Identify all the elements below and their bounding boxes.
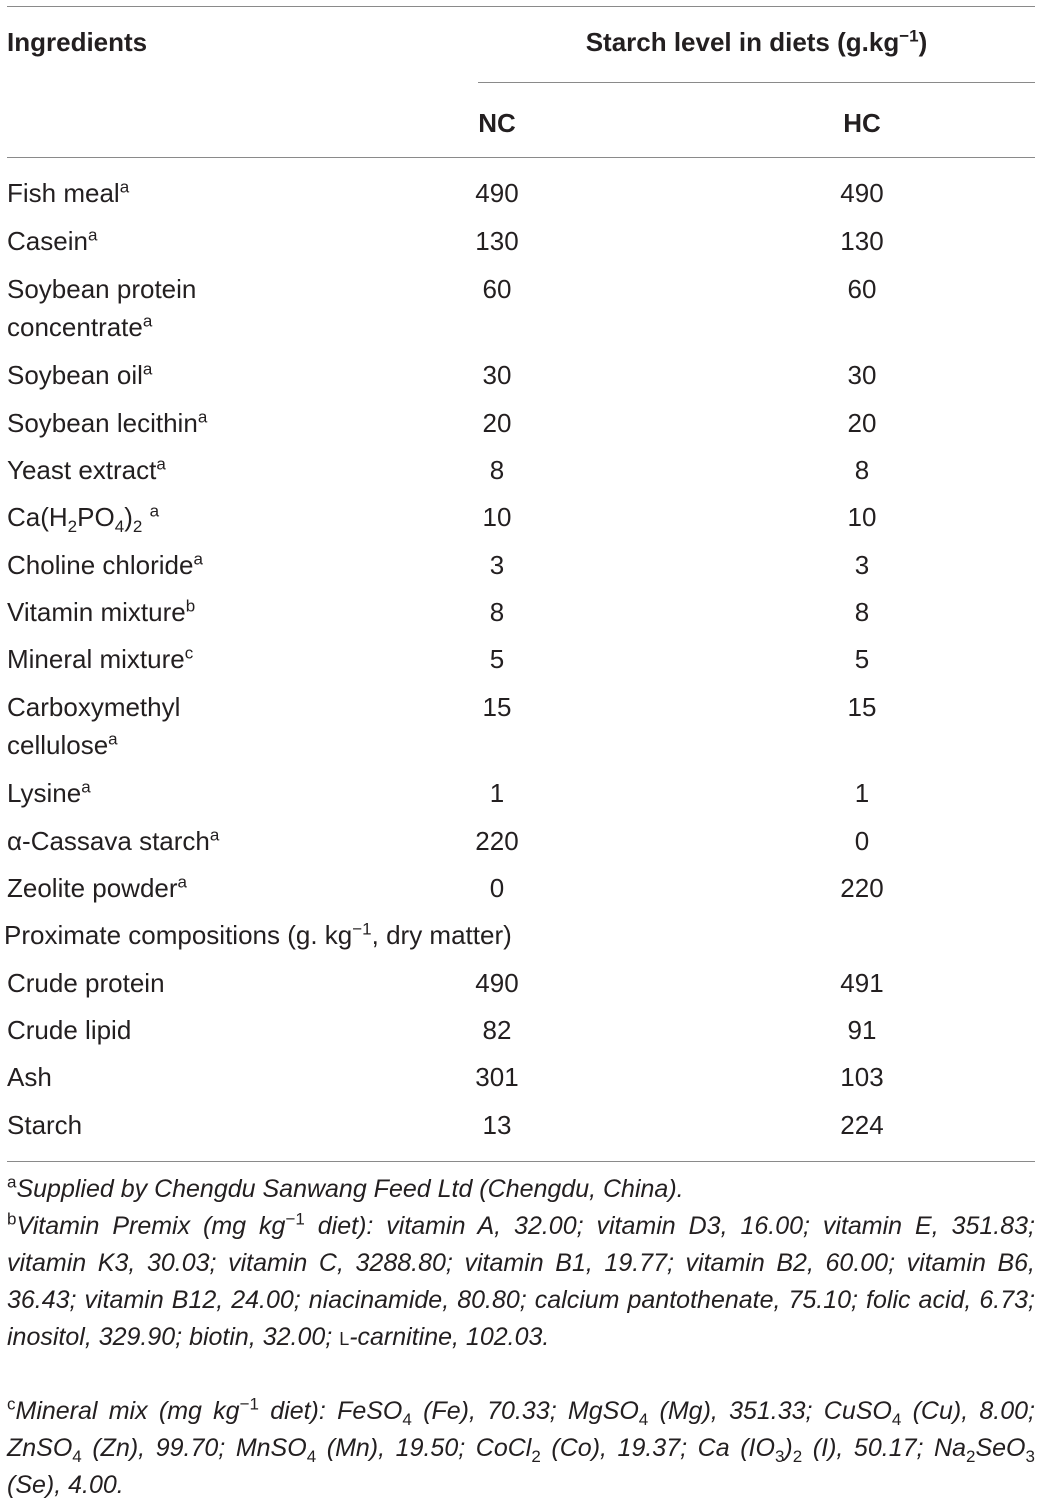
ingredients-header: Ingredients [7,27,148,57]
row-name: Vitamin mixture$^b$ [7,596,196,627]
hc-value: 220 [840,873,884,903]
nc-value: 301 [475,1062,519,1092]
nc-value: 15 [482,692,512,722]
nc-value: 130 [475,226,519,256]
nc-value: 490 [475,178,519,208]
row-name: Zeolite powder$^a$ [7,872,188,903]
hc-value: 224 [840,1110,884,1140]
row-name: Soybean protein [7,274,197,304]
row-name-continued: concentrate$^a$ [7,311,153,342]
nc-value: 490 [475,968,519,998]
hc-value: 91 [847,1015,877,1045]
hc-value: 60 [847,274,877,304]
row-name: Soybean lecithin$^a$ [7,407,208,438]
proximate-section-label: Proximate compositions (g. $kg^{-1}$, dry matter) [4,919,512,950]
footnote-b: $^b$Vitamin Premix (mg $kg^{-1}$ diet): vitamin A, 32.00; vitamin D3, 16.00; vitamin E, 351.83; vitamin K3, 30.03; vitamin C, 3288.80; vitamin B1, 19.77; vitamin B2, 60.00; vitamin B6, 36.43; vitamin B12, 24.00; niacinamide, 80.80; calcium pantothenate, 75.10; folic acid, 6.73; inositol, 329.90; biotin, 32.00; l-carnitine, 102.03. [7,1209,1035,1351]
hc-value: 8 [854,597,870,627]
table-bottom-rule [7,1161,1035,1162]
nc-value: 220 [475,826,519,856]
hc-value: 20 [847,408,877,438]
hc-value: 10 [847,502,877,532]
hc-value: 0 [854,826,870,856]
hc-value: 5 [854,644,870,674]
table-top-rule [7,6,1035,7]
nc-value: 60 [482,274,512,304]
group-header-rule [478,82,1035,83]
row-name: Starch [7,1110,83,1140]
hc-value: 30 [847,360,877,390]
row-name: Ash [7,1062,52,1092]
hc-value: 103 [840,1062,884,1092]
row-name: Soybean oil$^a$ [7,359,153,390]
hc-value: 3 [854,550,870,580]
row-name-continued: cellulose$^a$ [7,729,118,760]
row-name: Casein$^a$ [7,225,98,256]
row-name: Fish meal$^a$ [7,177,130,208]
row-name: α-Cassava starch$^a$ [7,825,220,856]
nc-value: 3 [489,550,505,580]
header-bottom-rule [7,157,1035,158]
row-name: Carboxymethyl [7,692,181,722]
nc-value: 13 [482,1110,512,1140]
nc-value: 8 [489,455,505,485]
row-name: Choline chloride$^a$ [7,549,203,580]
hc-value: 490 [840,178,884,208]
nc-value: 10 [482,502,512,532]
hc-value: 8 [854,455,870,485]
nc-value: 1 [489,778,505,808]
row-name: Crude lipid [7,1015,132,1045]
hc-value: 1 [854,778,870,808]
nc-value: 5 [489,644,505,674]
footnote-c: $^c$Mineral mix (mg $kg^{-1}$ diet): FeSO$_4$ (Fe), 70.33; MgSO$_4$ (Mg), 351.33; CuSO$_4$ (Cu), 8.00; ZnSO$_4$ (Zn), 99.70; MnSO$_4$ (Mn), 19.50; CoCl$_2$ (Co), 19.37; Ca $(IO_3)_2$ (I), 50.17; $Na_2SeO_3$ (Se), 4.00. [7,1394,1036,1499]
nc-column-header: NC [478,108,516,138]
row-name: Crude protein [7,968,165,998]
row-name: Yeast extract$^a$ [7,454,166,485]
nc-value: 8 [489,597,505,627]
starch-level-header: Starch level in diets $(g.kg^{-1})$ [585,26,928,57]
row-name: Lysine$^a$ [7,777,91,808]
hc-value: 15 [847,692,877,722]
hc-column-header: HC [843,108,881,138]
nc-value: 82 [482,1015,512,1045]
hc-value: 130 [840,226,884,256]
row-name: $Ca(H_2PO_4)_2$ $^a$ [7,501,160,537]
nc-value: 0 [489,873,505,903]
row-name: Mineral mixture$^c$ [7,643,194,674]
nc-value: 30 [482,360,512,390]
nc-value: 20 [482,408,512,438]
footnote-a: $^a$Supplied by Chengdu Sanwang Feed Ltd (Chengdu, China). [7,1172,684,1203]
hc-value: 491 [840,968,884,998]
